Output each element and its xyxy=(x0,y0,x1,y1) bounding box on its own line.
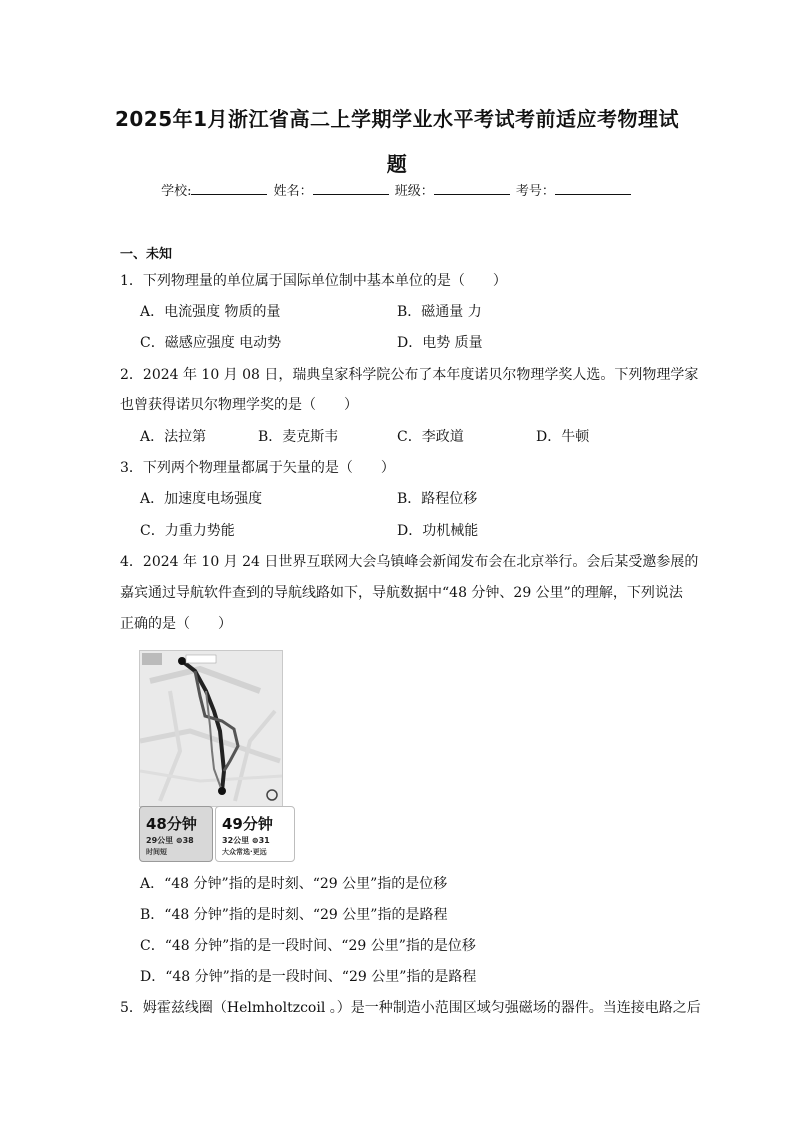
exam-title-line2: 题 xyxy=(386,152,408,176)
question-3-option-a: A．加速度电场强度 xyxy=(140,491,263,507)
question-3-option-b: B．路程位移 xyxy=(397,491,478,507)
question-2-stem-line2: 也曾获得诺贝尔物理学奖的是（ ） xyxy=(120,397,358,413)
question-3-option-d: D．功机械能 xyxy=(397,523,479,539)
question-3-stem: 3．下列两个物理量都属于矢量的是（ ） xyxy=(120,460,395,476)
question-4-option-d: D．“48 分钟”指的是一段时间、“29 公里”指的是路程 xyxy=(140,969,477,985)
question-1-option-d: D．电势 质量 xyxy=(397,335,483,351)
question-1-option-b: B．磁通量 力 xyxy=(397,304,482,320)
question-2-option-b: B．麦克斯韦 xyxy=(258,429,339,445)
exam-no-label: 考号： xyxy=(515,184,555,199)
exam-title-line1: 2025年1月浙江省高二上学期学业水平考试考前适应考物理试 xyxy=(114,107,680,131)
exam-no-blank xyxy=(555,182,631,195)
class-blank xyxy=(434,182,510,195)
question-4-stem-line1: 4．2024 年 10 月 24 日世界互联网大会乌镇峰会新闻发布会在北京举行。会后某受邀参展的 xyxy=(120,554,699,570)
question-5-stem-line1: 5．姆霍兹线圈（Helmholtzcoil 。）是一种制造小范围区域匀强磁场的器件。当连接电路之后 xyxy=(120,1000,701,1016)
route1-detail: 29公里 ⊜38 xyxy=(146,836,194,845)
name-blank xyxy=(313,182,389,195)
question-1-option-c: C．磁感应强度 电动势 xyxy=(140,335,282,351)
question-4-stem-line2: 嘉宾通过导航软件查到的导航线路如下，导航数据中“48 分钟、29 公里”的理解，下列说法 xyxy=(120,585,683,601)
question-1-stem: 1．下列物理量的单位属于国际单位制中基本单位的是（ ） xyxy=(120,273,507,289)
route2-detail: 32公里 ⊜31 xyxy=(222,836,270,845)
question-2-option-c: C．李政道 xyxy=(397,429,464,445)
question-4-option-b: B．“48 分钟”指的是时刻、“29 公里”指的是路程 xyxy=(140,907,448,923)
school-label: 学校: xyxy=(161,184,192,199)
section-title: 一、未知 xyxy=(120,247,173,262)
route1-time: 48分钟 xyxy=(146,815,197,833)
route-card-alternative xyxy=(215,806,295,862)
route1-tag: 时间短 xyxy=(146,848,167,856)
student-info-row xyxy=(0,180,794,199)
question-4-option-a: A．“48 分钟”指的是时刻、“29 公里”指的是位移 xyxy=(140,876,448,892)
question-2-option-d: D．牛顿 xyxy=(536,429,590,445)
question-2-option-a: A．法拉第 xyxy=(140,429,207,445)
route-card-fastest xyxy=(139,806,213,862)
question-4-option-c: C．“48 分钟”指的是一段时间、“29 公里”指的是位移 xyxy=(140,938,476,954)
question-3-option-c: C．力重力势能 xyxy=(140,523,235,539)
route2-time: 49分钟 xyxy=(222,815,273,833)
route-map-graphic xyxy=(140,651,282,806)
question-4-stem-line3: 正确的是（ ） xyxy=(120,616,232,632)
class-label: 班级： xyxy=(394,184,434,199)
route2-tag: 大众常选·更远 xyxy=(222,848,267,856)
school-blank xyxy=(191,182,267,195)
name-label: 姓名： xyxy=(273,184,313,199)
route-option-cards xyxy=(139,806,295,860)
question-1-option-a: A．电流强度 物质的量 xyxy=(140,304,281,320)
navigation-map-image xyxy=(139,650,283,807)
question-2-stem-line1: 2．2024 年 10 月 08 日，瑞典皇家科学院公布了本年度诺贝尔物理学奖人选。下列物理学家 xyxy=(120,367,699,383)
